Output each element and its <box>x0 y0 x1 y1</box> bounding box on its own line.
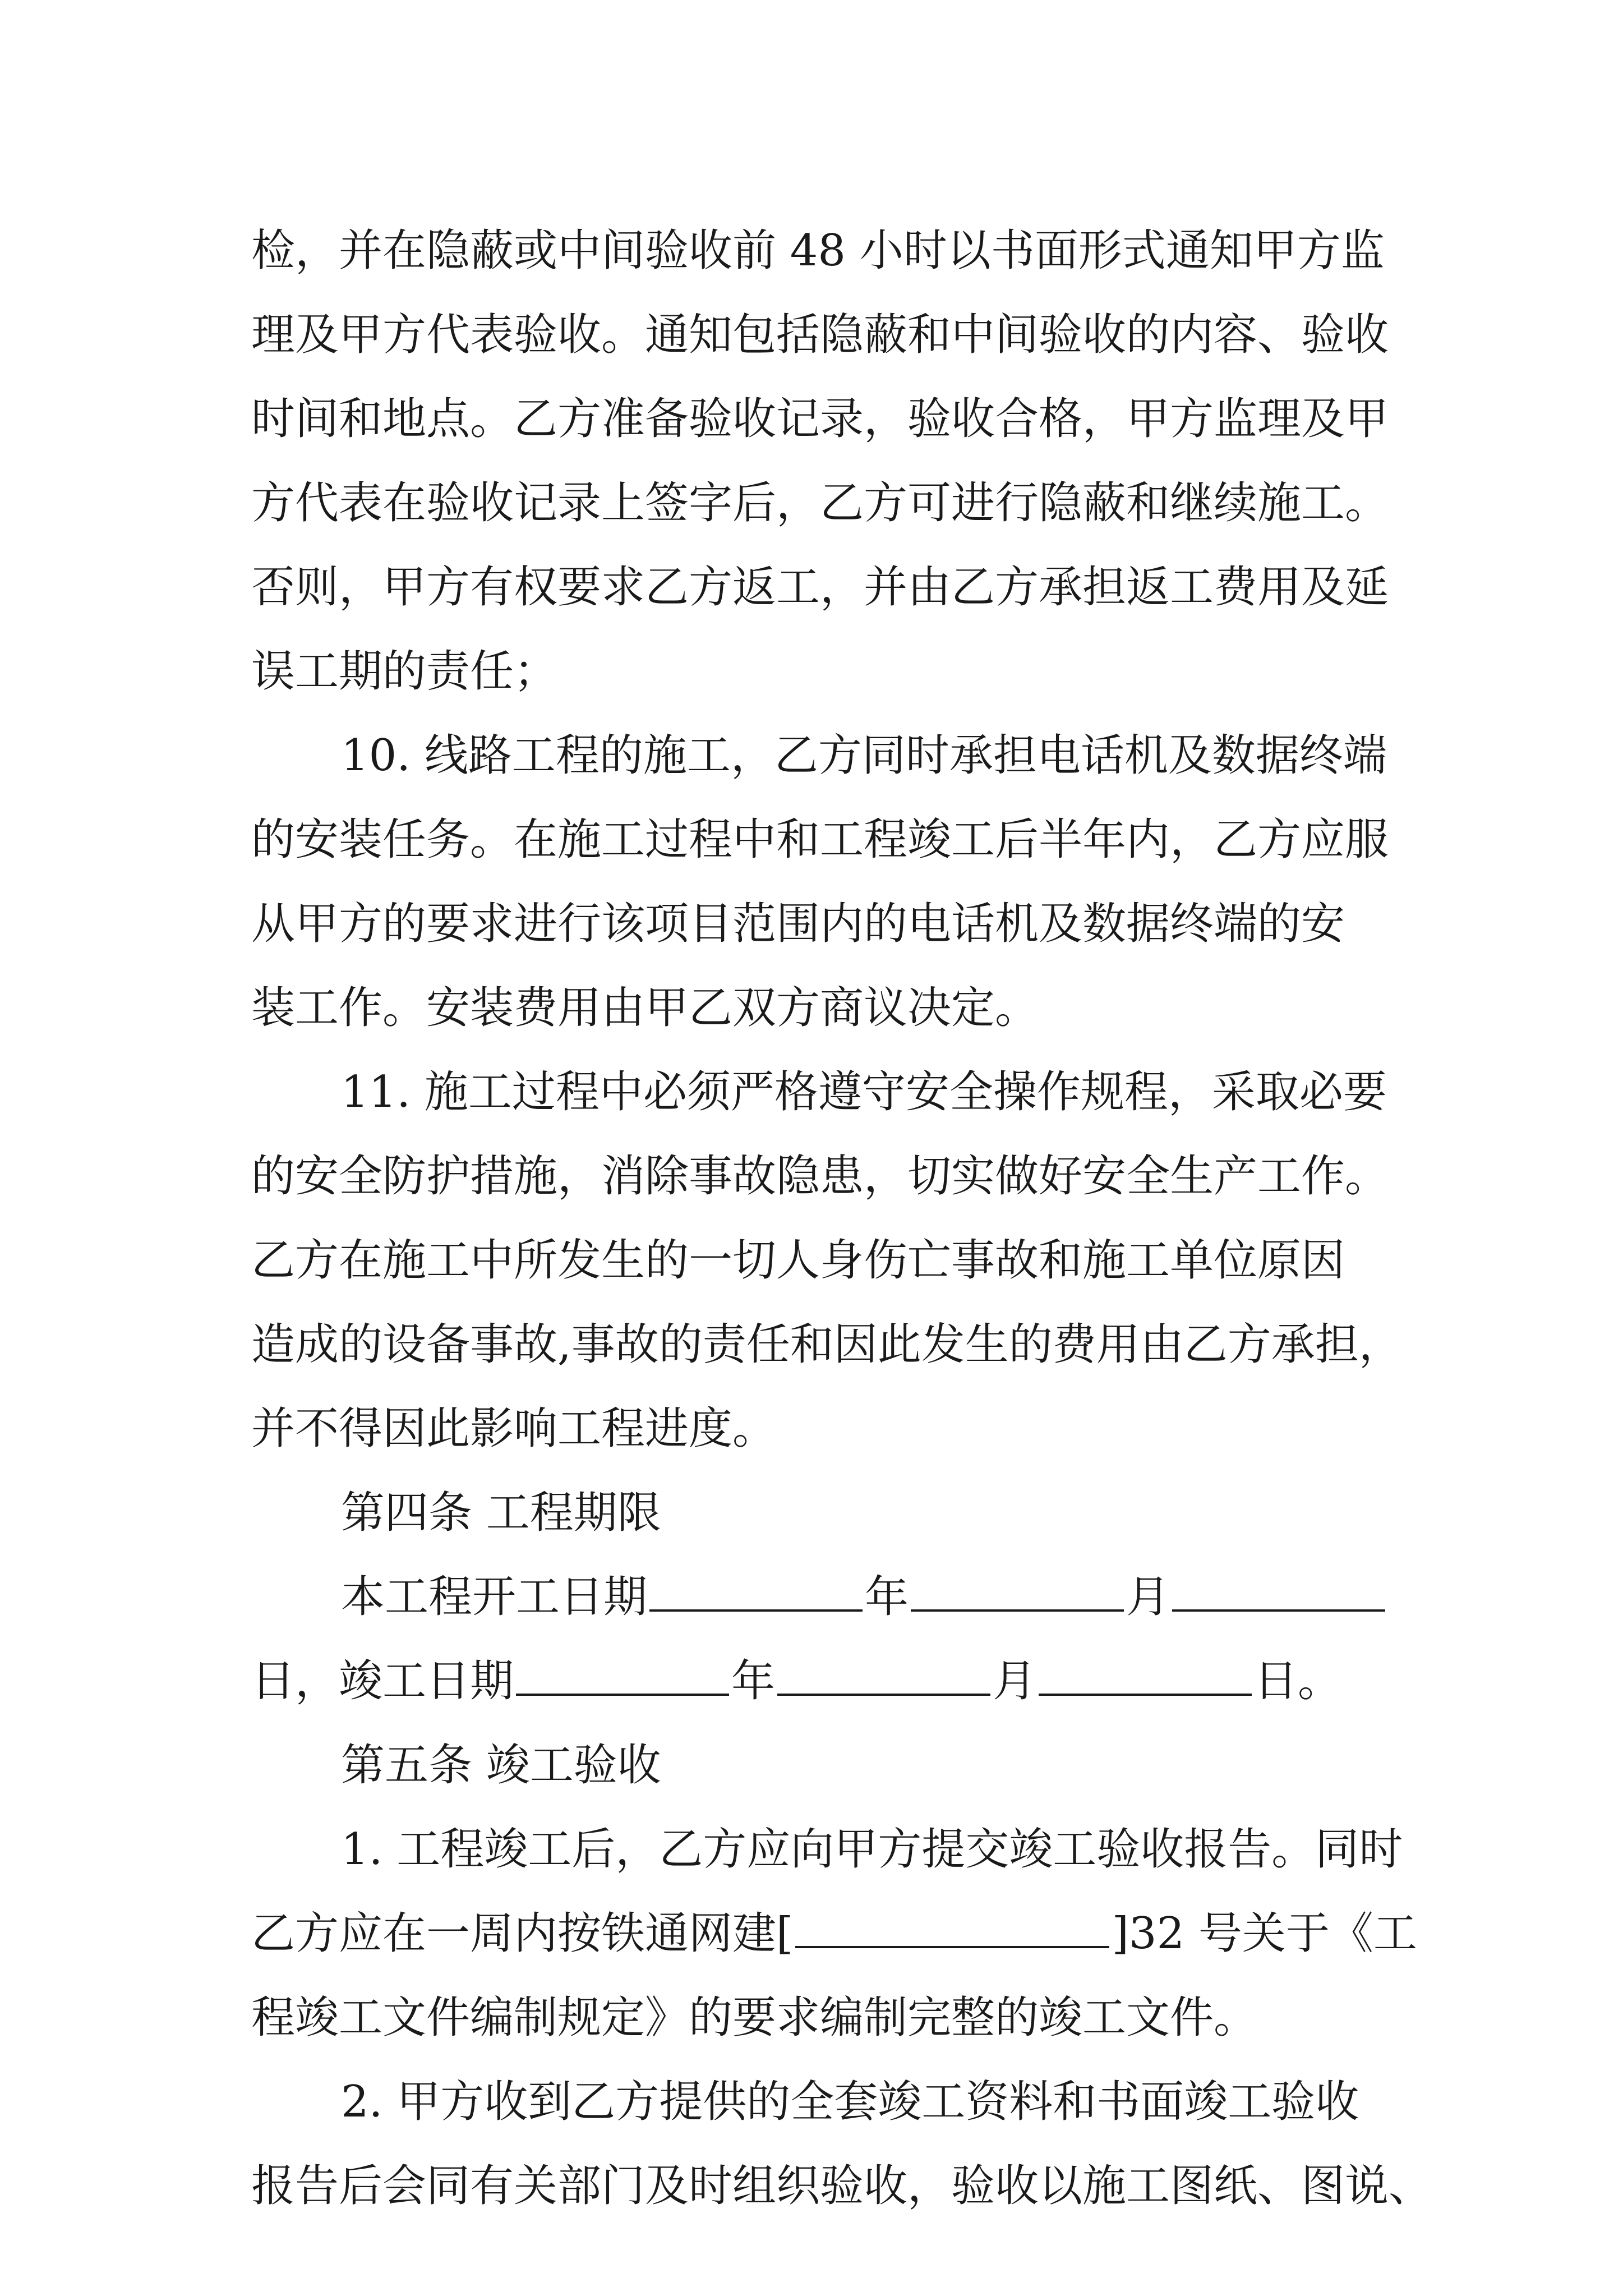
body-line: 从甲方的要求进行该项目范围内的电话机及数据终端的安 <box>251 899 1345 949</box>
item-11-line: 11. 施工过程中必须严格遵守安全操作规程，采取必要 <box>341 1067 1387 1117</box>
body-line: 检，并在隐蔽或中间验收前 48 小时以书面形式通知甲方监 <box>251 226 1385 276</box>
body-line: 报告后会同有关部门及时组织验收，验收以施工图纸、图说、 <box>251 2161 1433 2211</box>
start-month-blank[interactable] <box>911 1570 1124 1612</box>
body-line: 装工作。安装费用由甲乙双方商议决定。 <box>251 983 1039 1033</box>
completion-year-blank[interactable] <box>516 1654 729 1696</box>
body-line: 时间和地点。乙方准备验收记录，验收合格，甲方监理及甲 <box>251 394 1389 444</box>
body-line: 程竣工文件编制规定》的要求编制完整的竣工文件。 <box>251 1993 1258 2043</box>
doc-number-suffix: ]32 号关于《工 <box>1112 1908 1417 1959</box>
body-line: 乙方在施工中所发生的一切人身伤亡事故和施工单位原因 <box>251 1235 1345 1286</box>
start-date-line <box>251 1555 1384 1639</box>
completion-month-blank[interactable] <box>777 1654 990 1696</box>
day-end-label: 日。 <box>1254 1656 1342 1706</box>
month-label: 月 <box>993 1656 1037 1706</box>
body-line: 的安全防护措施，消除事故隐患，切实做好安全生产工作。 <box>251 1151 1389 1202</box>
doc-number-blank[interactable] <box>795 1907 1109 1948</box>
body-line: 造成的设备事故,事故的责任和因此发生的费用由乙方承担， <box>251 1319 1403 1370</box>
body-line: 方代表在验收记录上签字后，乙方可进行隐蔽和继续施工。 <box>251 478 1389 528</box>
start-day-blank[interactable] <box>1172 1570 1385 1612</box>
item-1-line: 1. 工程竣工后，乙方应向甲方提交竣工验收报告。同时 <box>341 1824 1403 1875</box>
doc-number-prefix: 乙方应在一周内按铁通网建[ <box>251 1908 794 1959</box>
item-2-line: 2. 甲方收到乙方提供的全套竣工资料和书面竣工验收 <box>341 2077 1359 2127</box>
body-line: 误工期的责任； <box>251 646 558 697</box>
item-10-line: 10. 线路工程的施工，乙方同时承担电话机及数据终端 <box>341 730 1387 781</box>
completion-date-line <box>251 1639 1384 1723</box>
body-line: 的安装任务。在施工过程中和工程竣工后半年内，乙方应服 <box>251 815 1389 865</box>
body-line: 并不得因此影响工程进度。 <box>251 1404 777 1454</box>
year-label: 年 <box>865 1572 909 1622</box>
year-label: 年 <box>731 1656 776 1706</box>
start-date-label: 本工程开工日期 <box>341 1572 648 1622</box>
completion-date-label: 日，竣工日期 <box>251 1656 514 1706</box>
body-line: 理及甲方代表验收。通知包括隐蔽和中间验收的内容、验收 <box>251 310 1389 360</box>
document-page <box>251 209 1433 2228</box>
completion-day-blank[interactable] <box>1039 1654 1252 1696</box>
document-number-line <box>251 1892 1417 1976</box>
body-line: 否则，甲方有权要求乙方返工，并由乙方承担返工费用及延 <box>251 562 1389 613</box>
article-4-title: 第四条 工程期限 <box>341 1488 661 1538</box>
start-year-blank[interactable] <box>649 1570 863 1612</box>
month-label: 月 <box>1126 1572 1170 1622</box>
article-5-title: 第五条 竣工验收 <box>341 1740 661 1791</box>
